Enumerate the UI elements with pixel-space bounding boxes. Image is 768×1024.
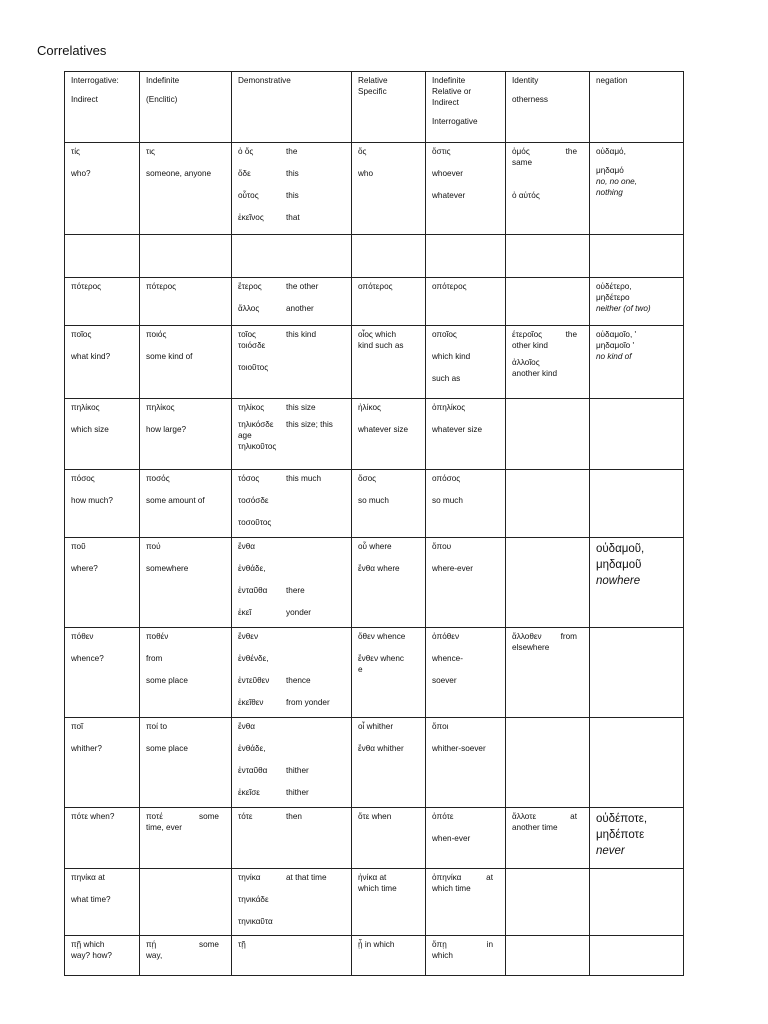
header-demonstrative: Demonstrative [232,72,352,143]
cell-identity [506,278,590,326]
table-row [65,808,684,869]
cell-indefinite: ποί to some place [140,718,232,808]
cell-relative: οπότερος [352,278,426,326]
cell-identity: έτεροῖος the other kind ἀλλοῖος another kind [506,326,590,399]
cell-identity [506,538,590,628]
cell-negation: οὐδέποτε, μηδέποτε never [590,808,684,869]
cell-identity: ἄλλοθεν from elsewhere [506,628,590,718]
cell-identity [506,936,590,976]
cell-demonstrative: τότε then [232,808,352,869]
cell-negation [590,628,684,718]
header-relative: Relative Specific [352,72,426,143]
header-identity: Identity otherness [506,72,590,143]
correlatives-table [64,71,684,976]
header-negation: negation [590,72,684,143]
cell-demonstrative: ἔνθα ἐνθάδε, ἐνταῦθα there ἐκεῖ yonder [232,538,352,628]
cell-indef-relative: ὁπηλίκος whatever size [426,399,506,470]
header-interrogative: Interrogative: Indirect [65,72,140,143]
cell-relative: οἷ whither ἔνθα whither [352,718,426,808]
cell-interrogative: ποῖ whither? [65,718,140,808]
table-row [65,326,684,399]
cell-demonstrative: τοῖος this kind τοιόσδε τοιοῦτος [232,326,352,399]
cell-indefinite [140,869,232,936]
cell-interrogative: ποῦ where? [65,538,140,628]
cell-demonstrative: ἕτερος the other ἄλλος another [232,278,352,326]
cell-indef-relative: οποῖος which kind such as [426,326,506,399]
cell-indefinite: ποιός some kind of [140,326,232,399]
cell-demonstrative: τηνίκα at that time τηνικάδε τηνικαῦτα [232,869,352,936]
cell-negation: οὐδαμοῖο, ' μηδαμοῖο ' no kind of [590,326,684,399]
cell-negation: οὐδέτερο, μηδέτερο neither (of two) [590,278,684,326]
cell-indefinite: πῄ some way, [140,936,232,976]
cell-relative: ὅτε when [352,808,426,869]
table-row [65,628,684,718]
cell-indef-relative: ὅποι whither-soever [426,718,506,808]
cell-indefinite: τις someone, anyone [140,143,232,235]
table-row [65,399,684,470]
cell-indef-relative: ὅπου where-ever [426,538,506,628]
cell-negation [590,718,684,808]
cell-interrogative: πόσος how much? [65,470,140,538]
cell-indefinite: πηλίκος how large? [140,399,232,470]
cell-indef-relative: ὁπηνίκα at which time [426,869,506,936]
cell-negation: οὐδαμοῦ, μηδαμοῦ nowhere [590,538,684,628]
cell-empty [426,235,506,278]
cell-interrogative: πόθεν whence? [65,628,140,718]
cell-interrogative: πηλίκος which size [65,399,140,470]
cell-demonstrative: τόσος this much τοσόσδε τοσοῦτος [232,470,352,538]
cell-identity [506,718,590,808]
cell-interrogative: πῇ which way? how? [65,936,140,976]
cell-identity: ἄλλοτε at another time [506,808,590,869]
table-row [65,718,684,808]
cell-relative: ὅς who [352,143,426,235]
cell-relative: ἡνίκα at which time [352,869,426,936]
cell-empty [232,235,352,278]
cell-indef-relative: ὅπῃ in which [426,936,506,976]
cell-interrogative: πηνίκα at what time? [65,869,140,936]
cell-relative: ὅθεν whence ἔνθεν whenc e [352,628,426,718]
cell-demonstrative: ἔνθεν ἐνθένδε, ἐντεῦθεν thence ἐκεῖθεν from yonder [232,628,352,718]
cell-indefinite: πότερος [140,278,232,326]
cell-empty [590,235,684,278]
cell-empty [506,235,590,278]
cell-interrogative: ποῖος what kind? [65,326,140,399]
cell-indef-relative: οπότερος [426,278,506,326]
cell-demonstrative: ὁ ὅς the ὅδε this οὗτος this ἐκεῖνος that [232,143,352,235]
cell-identity: ὁμός the same ὁ αὐτός [506,143,590,235]
cell-identity [506,470,590,538]
table-row [65,278,684,326]
cell-relative: ἡλίκος whatever size [352,399,426,470]
table-row [65,936,684,976]
cell-demonstrative: τῇ [232,936,352,976]
cell-relative: ὅσος so much [352,470,426,538]
cell-demonstrative: ἔνθα ἐνθάδε, ἐνταῦθα thither ἐκεῖσε thither [232,718,352,808]
cell-negation [590,470,684,538]
table-row [65,470,684,538]
cell-indef-relative: ὁπότε when-ever [426,808,506,869]
cell-indefinite: ποτέ some time, ever [140,808,232,869]
cell-indefinite: ποθέν from some place [140,628,232,718]
header-row [65,72,684,143]
cell-identity [506,869,590,936]
cell-empty [140,235,232,278]
cell-interrogative: πότε when? [65,808,140,869]
header-indefinite: Indefinite (Enclitic) [140,72,232,143]
header-indef-relative: Indefinite Relative or Indirect Interrogative [426,72,506,143]
cell-relative: οὗ where ἔνθα where [352,538,426,628]
cell-indefinite: πού somewhere [140,538,232,628]
cell-demonstrative: τηλίκος this size τηλικόσδε this size; this age τηλικοῦτος [232,399,352,470]
cell-indef-relative: οπόσος so much [426,470,506,538]
cell-indefinite: ποσός some amount of [140,470,232,538]
table-row [65,143,684,235]
page-title: Correlatives [37,43,107,58]
cell-indef-relative: ὅστις whoever whatever [426,143,506,235]
table-row [65,869,684,936]
cell-indef-relative: ὁπόθεν whence- soever [426,628,506,718]
cell-relative: οἷος which kind such as [352,326,426,399]
cell-negation: οὐδαμό, μηδαμό no, no one, nothing [590,143,684,235]
cell-negation [590,936,684,976]
cell-empty [352,235,426,278]
table-row-empty [65,235,684,278]
cell-negation [590,869,684,936]
cell-identity [506,399,590,470]
table-row [65,538,684,628]
cell-relative: ᾗ in which [352,936,426,976]
cell-negation [590,399,684,470]
cell-interrogative: πότερος [65,278,140,326]
cell-empty [65,235,140,278]
cell-interrogative: τίς who? [65,143,140,235]
